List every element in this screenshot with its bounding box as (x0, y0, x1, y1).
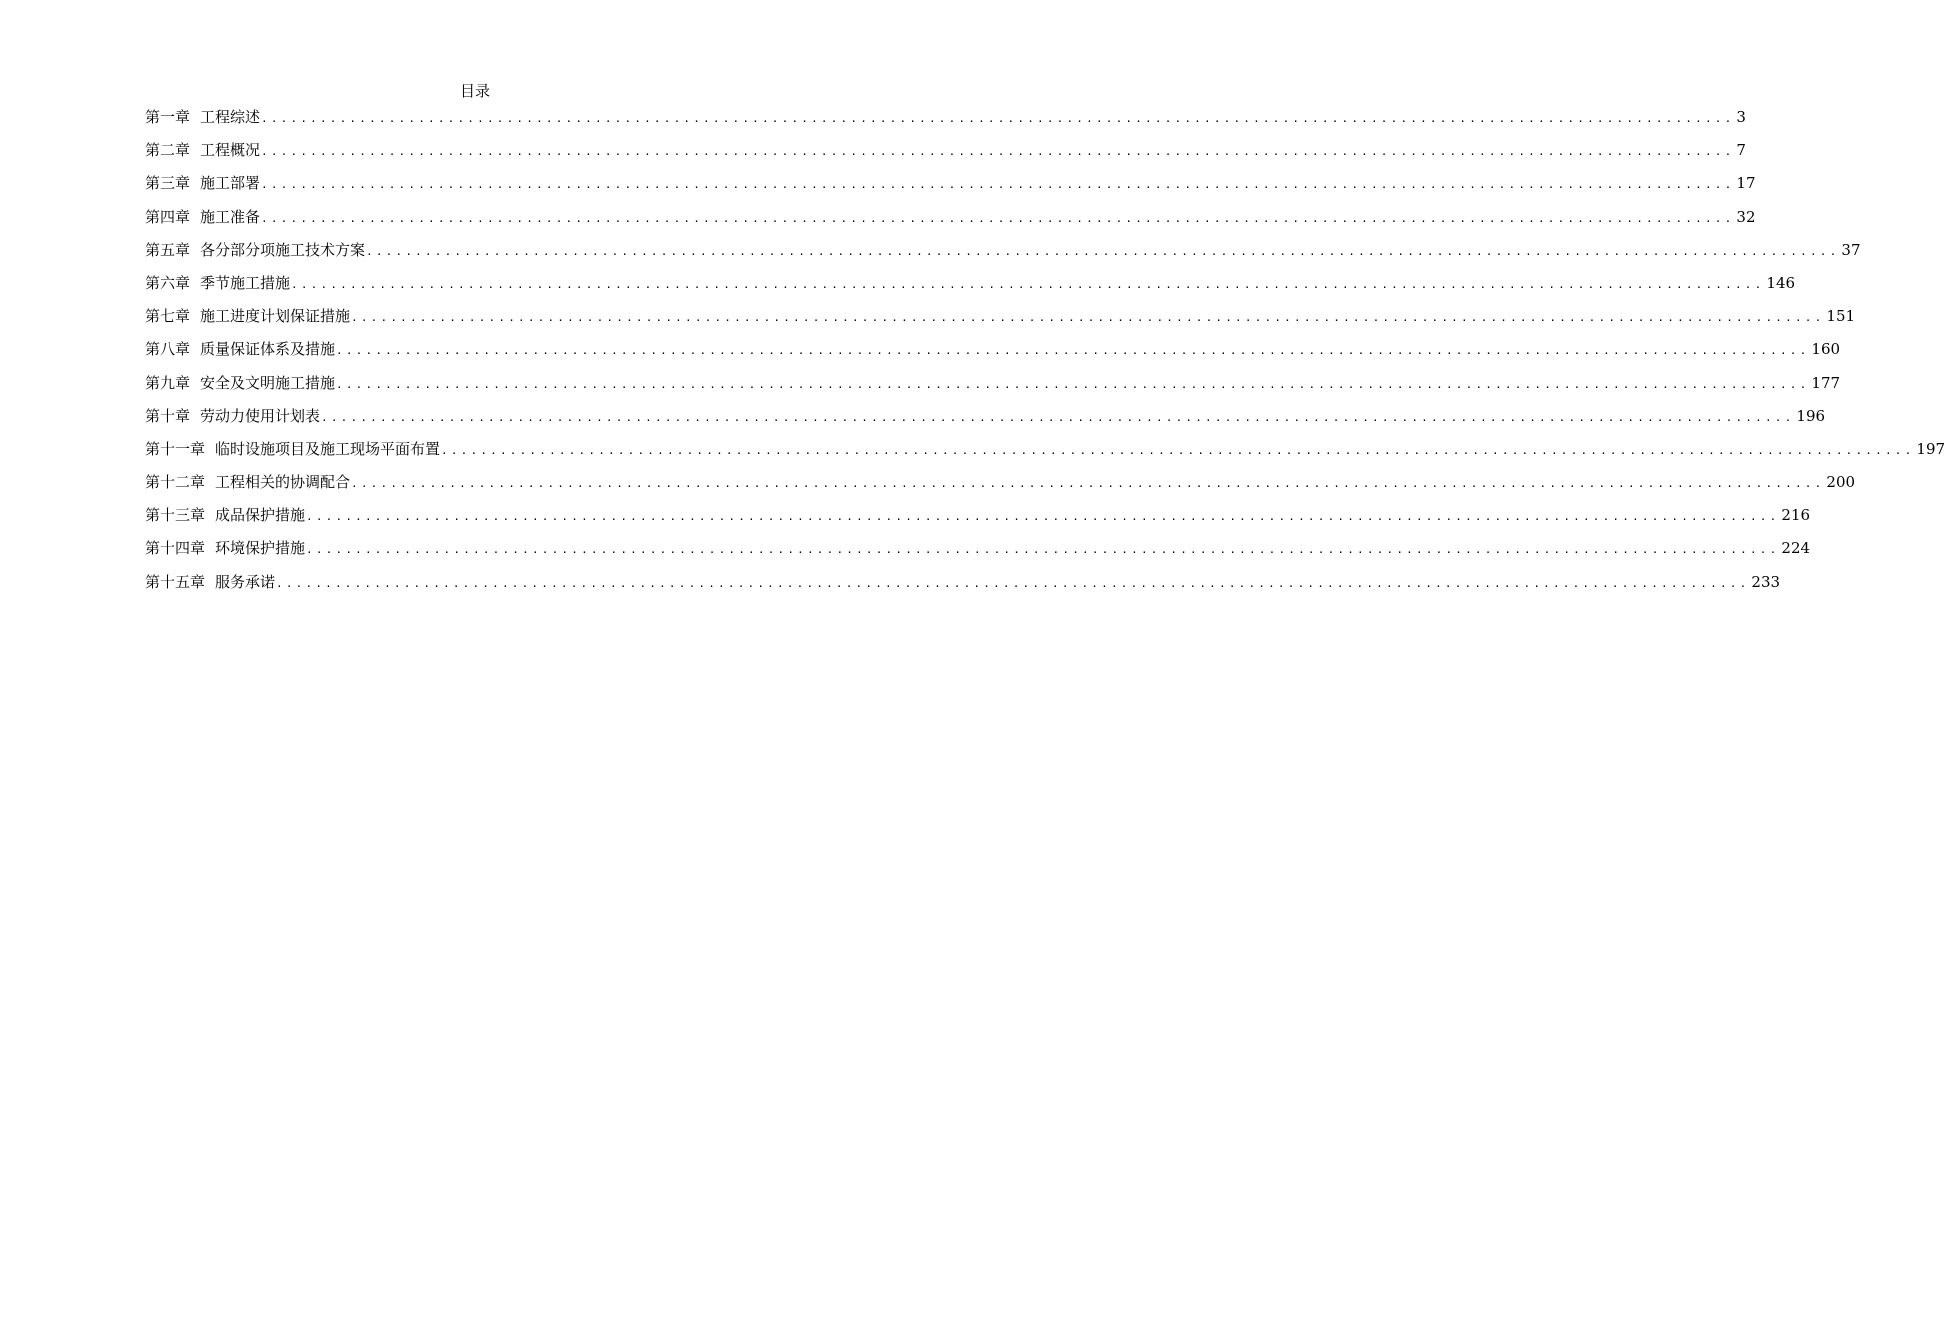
toc-entry[interactable] (145, 472, 1856, 505)
toc-page-number: 233 (1751, 572, 1781, 591)
dot-leader: ...................................................................................................................................................... (261, 145, 1735, 159)
toc-page-number: 160 (1811, 340, 1841, 359)
toc-chapter-number: 第十章 (145, 406, 191, 425)
toc-chapter-number: 第十四章 (145, 539, 206, 558)
toc-chapter-number: 第十二章 (145, 473, 206, 492)
toc-chapter-title: 工程综述 (200, 108, 261, 126)
toc-chapter-number: 第五章 (145, 240, 191, 259)
toc-chapter-title: 各分部分项施工技术方案 (200, 240, 366, 259)
toc-chapter-number: 第一章 (145, 108, 191, 126)
toc-chapter-title: 服务承诺 (215, 572, 276, 591)
dot-leader: ...................................................................................................................................................... (336, 344, 1810, 358)
toc-chapter-number: 第六章 (145, 273, 191, 292)
toc-page-number: 200 (1826, 473, 1856, 492)
dot-leader: ...................................................................................................................................................... (261, 211, 1735, 225)
toc-entry[interactable] (145, 173, 1756, 206)
toc-chapter-title: 质量保证体系及措施 (200, 340, 336, 359)
toc-page-number: 197 (1916, 439, 1945, 458)
toc-chapter-title: 安全及文明施工措施 (200, 373, 336, 392)
toc-chapter-title: 施工部署 (200, 174, 261, 193)
toc-chapter-number: 第二章 (145, 141, 191, 160)
toc-chapter-title: 临时设施项目及施工现场平面布置 (215, 439, 441, 458)
toc-entry[interactable] (145, 207, 1756, 240)
toc-entry[interactable] (145, 339, 1841, 372)
dot-leader: ...................................................................................................................................................... (291, 277, 1765, 291)
toc-page-number: 224 (1781, 539, 1811, 558)
toc-chapter-title: 成品保护措施 (215, 506, 306, 525)
dot-leader: ...................................................................................................................................................... (276, 576, 1750, 590)
toc-chapter-number: 第十一章 (145, 439, 206, 458)
toc-entry[interactable] (145, 273, 1796, 306)
toc-chapter-title: 环境保护措施 (215, 539, 306, 558)
dot-leader: ...................................................................................................................................................... (351, 477, 1825, 491)
toc-chapter-number: 第四章 (145, 207, 191, 226)
toc-title: 目录 (459, 82, 490, 100)
toc-entry[interactable] (145, 240, 1861, 273)
toc-chapter-number: 第三章 (145, 174, 191, 193)
toc-entry[interactable] (145, 140, 1746, 173)
toc-chapter-number: 第七章 (145, 307, 191, 326)
dot-leader: ...................................................................................................................................................... (321, 410, 1795, 424)
toc-page-number: 37 (1841, 240, 1861, 259)
toc-entry[interactable] (145, 538, 1811, 571)
toc-entry[interactable] (145, 505, 1811, 538)
toc-chapter-number: 第十五章 (145, 572, 206, 591)
toc-page-number: 3 (1736, 108, 1746, 126)
toc-page-number: 216 (1781, 506, 1811, 525)
toc-chapter-title: 劳动力使用计划表 (200, 406, 321, 425)
dot-leader: ...................................................................................................................................................... (336, 377, 1810, 391)
toc-page-number: 177 (1811, 373, 1841, 392)
toc-page-number: 196 (1796, 406, 1826, 425)
toc-page-number: 7 (1736, 141, 1746, 160)
toc-chapter-title: 工程概况 (200, 141, 261, 160)
toc-chapter-title: 施工准备 (200, 207, 261, 226)
dot-leader: ...................................................................................................................................................... (441, 443, 1915, 457)
dot-leader: ...................................................................................................................................................... (261, 178, 1735, 192)
toc-chapter-number: 第十三章 (145, 506, 206, 525)
toc-chapter-number: 第九章 (145, 373, 191, 392)
toc-entry[interactable] (145, 406, 1826, 439)
toc-chapter-number: 第八章 (145, 340, 191, 359)
dot-leader: ...................................................................................................................................................... (366, 244, 1840, 258)
dot-leader: ...................................................................................................................................................... (351, 311, 1825, 325)
toc-page-number: 17 (1736, 174, 1756, 193)
toc-chapter-title: 施工进度计划保证措施 (200, 307, 351, 326)
toc-page-number: 146 (1766, 273, 1796, 292)
toc-entry[interactable] (145, 572, 1781, 605)
toc-entry[interactable] (145, 107, 1746, 140)
dot-leader: ...................................................................................................................................................... (306, 543, 1780, 557)
toc-entry[interactable] (145, 373, 1841, 406)
toc-page-number: 32 (1736, 207, 1756, 226)
toc-page-number: 151 (1826, 307, 1856, 326)
toc-chapter-title: 工程相关的协调配合 (215, 473, 351, 492)
toc-entry[interactable] (145, 439, 1945, 472)
dot-leader: ...................................................................................................................................................... (261, 112, 1735, 125)
toc-chapter-title: 季节施工措施 (200, 273, 291, 292)
dot-leader: ...................................................................................................................................................... (306, 510, 1780, 524)
toc-entry[interactable] (145, 306, 1856, 339)
table-of-contents (145, 107, 1945, 605)
